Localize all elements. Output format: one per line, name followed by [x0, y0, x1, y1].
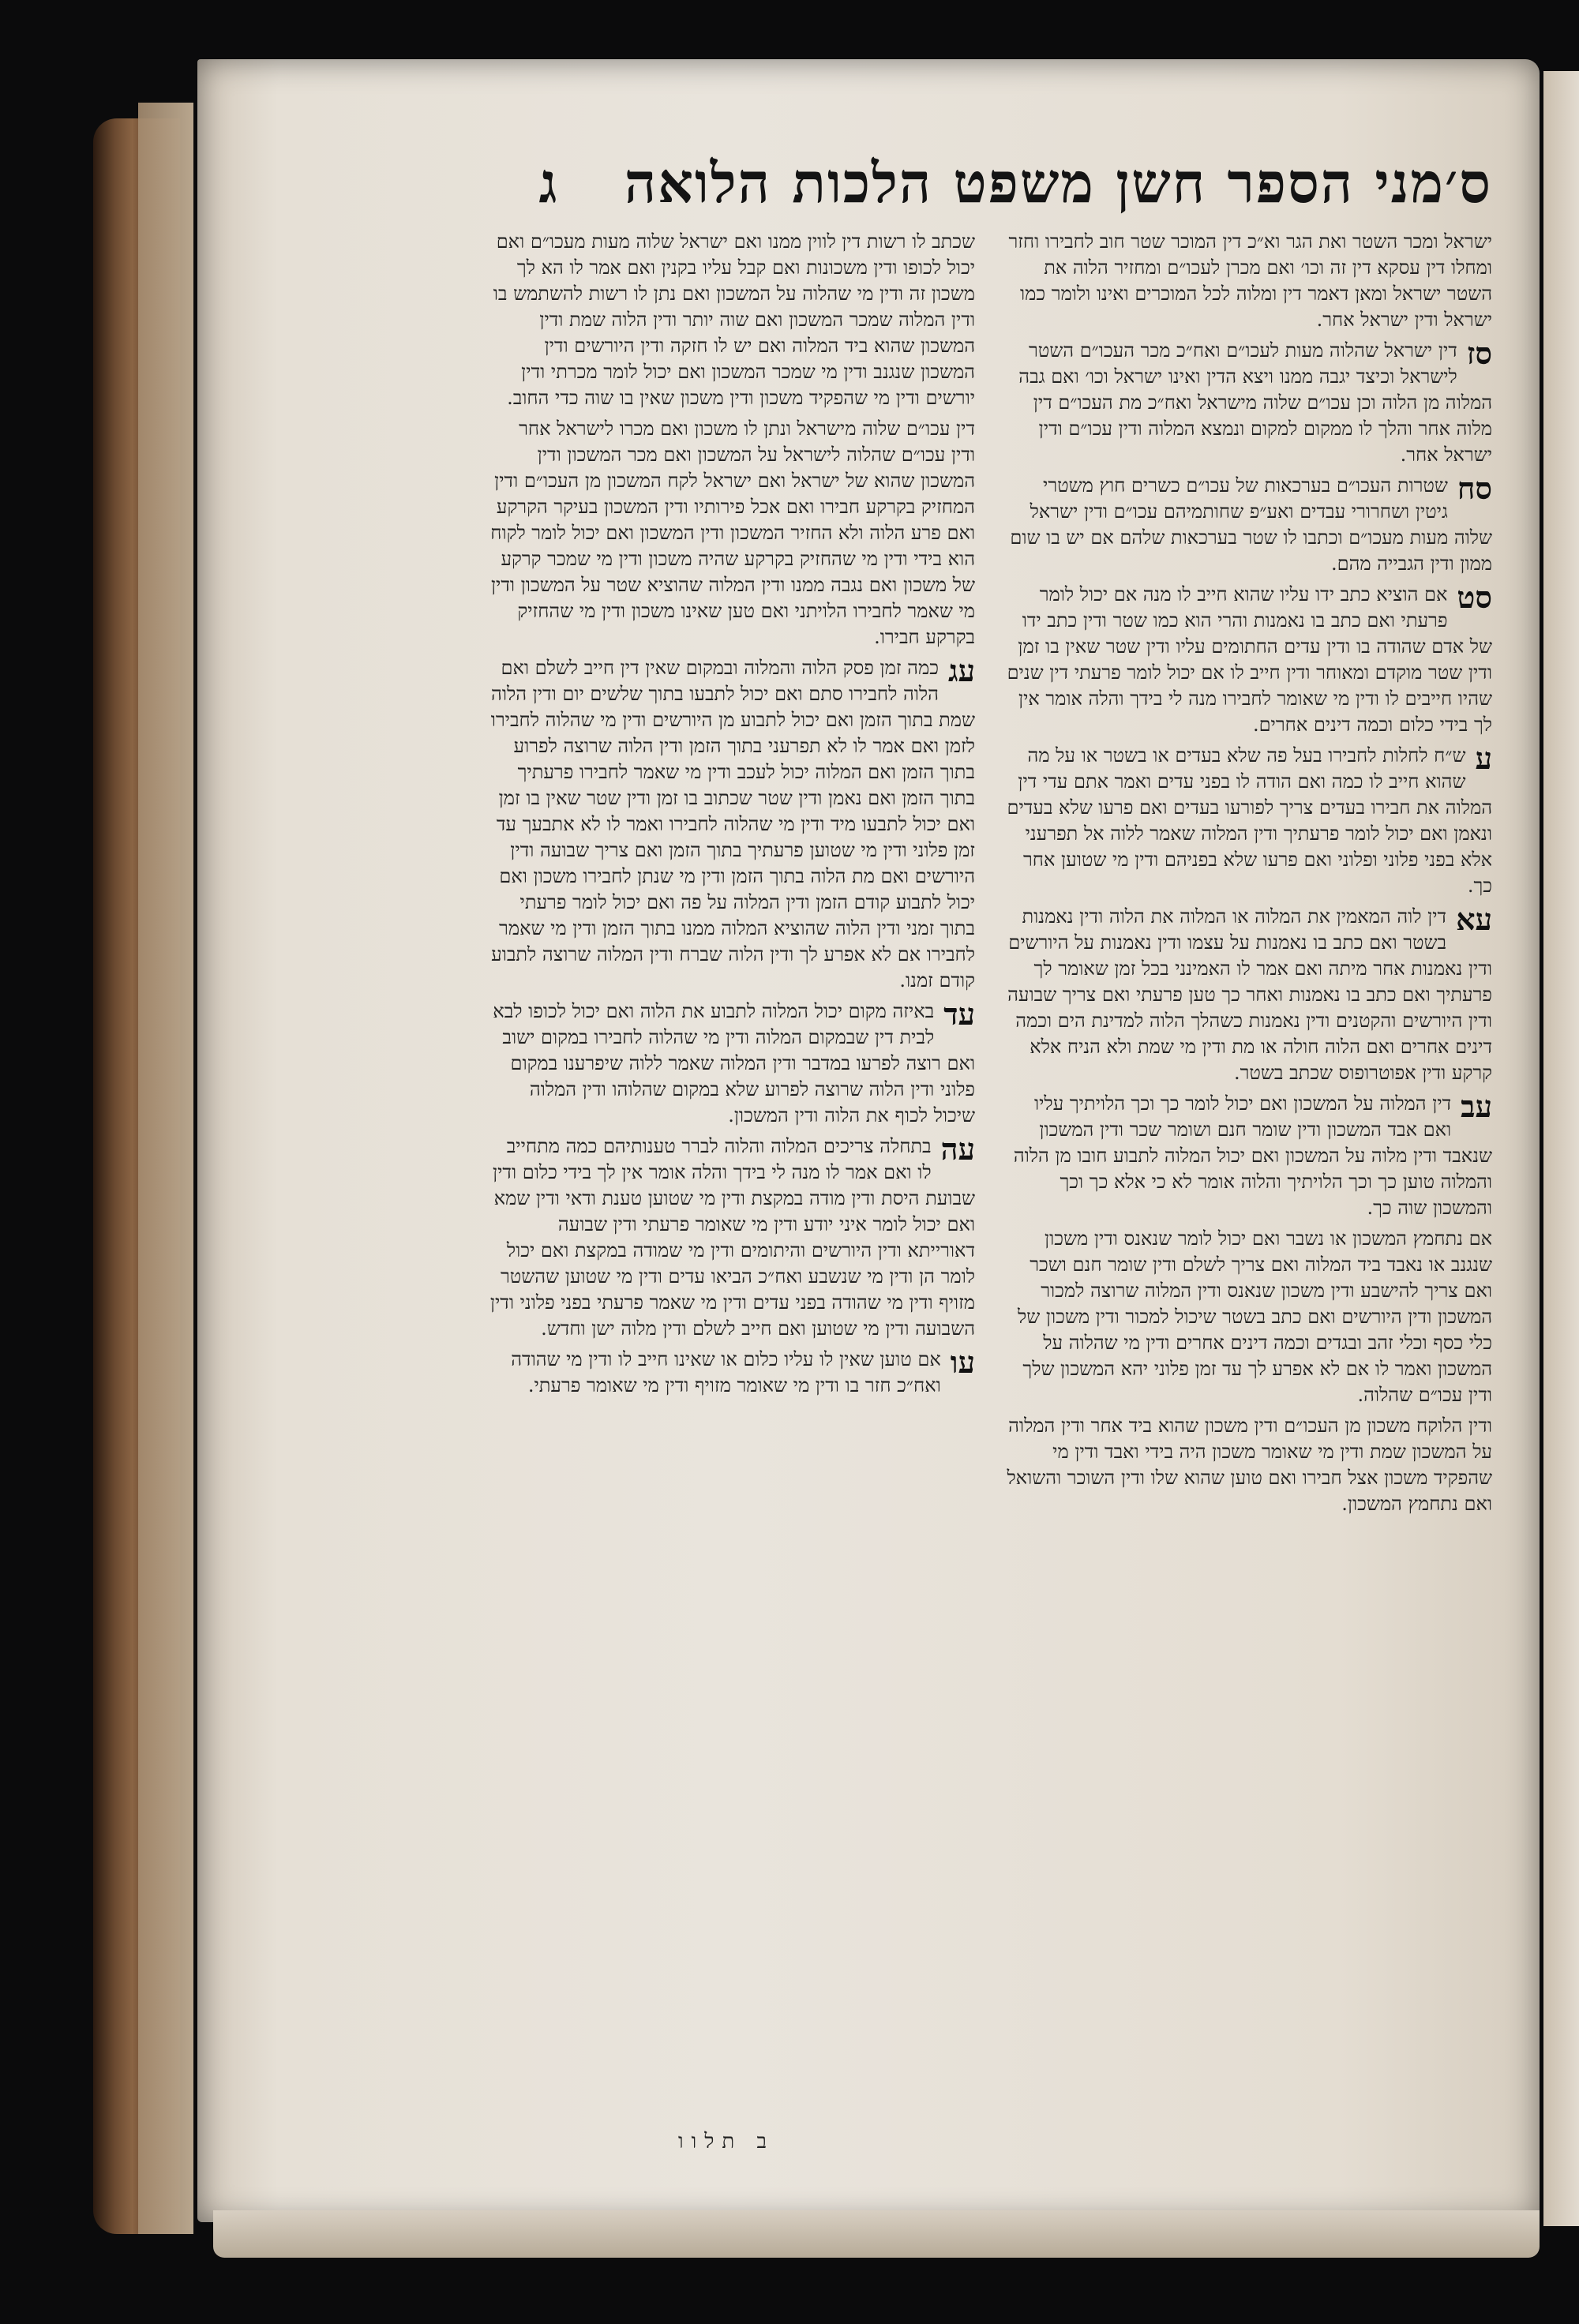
section-text: שכתב לו רשות דין לווין ממנו ואם ישראל שלוה מעות מעכו״ם ואם יכול לכופו ודין משכונות ואם קבל עליו בקנין ואם אמר לו הא לך משכון זה ודין מי שהלוה על המשכון ואם נתן לו רשות להשתמש בו ודין המלוה שמכר המשכון ואם שוה יותר ודין הלוה שמת ודין המשכון שהוא ביד המלוה ואם יש לו חזקה ודין היורשים ודין המשכון שנגנב ודין מי שמכר המשכון ואם יכול לומר מכרתי ודין יורשים ודין מי שהפקיד משכון ודין משכון שאין בו שוה כדי החוב.	[493, 231, 975, 409]
running-header: ס׳מני הספר חשן משפט הלכות הלואה	[624, 150, 1492, 216]
section-marker: סח	[1457, 470, 1492, 506]
section-marker: סז	[1466, 335, 1492, 371]
section-text: דין המלוה על המשכון ואם יכול לומר כך וכך הלויתיך עליו ואם אבד המשכון ודין שומר חנם ושומר שכר ודין המשכון שנאבד ודין מלוה על המשכון ואם יכול המלוה לתבוע חובו מן הלוה והמלוה טוען כך וכך הלויתיך והלוה אומר לא כי אלא כך וכך והמשכון שוה כך.	[1013, 1093, 1492, 1219]
section-marker: עב	[1461, 1089, 1492, 1124]
section-text: כמה זמן פסק הלוה והמלוה ובמקום שאין דין חייב לשלם ואם הלוה לחבירו סתם ואם יכול לתבעו בתוך שלשים יום ודין הלוה שמת בתוך הזמן ואם יכול לתבוע מן היורשים ודין מי שהלוה לחבירו לזמן ואם אמר לו לא תפרעני בתוך הזמן ודין הלוה שרוצה לפרוע בתוך הזמן ואם המלוה יכול לעכב ודין מי שאמר לחבירו פרעתיך בתוך הזמן ואם נאמן ודין שטר שכתוב בו זמן ודין שטר שאין בו זמן ואם יכול לתבעו מיד ודין מי שהלוה לחבירו ואמר לו לא אתבעך עד זמן פלוני ודין מי שטוען פרעתיך בתוך הזמן ואם צריך שבועה ודין היורשים ואם מת הלוה בתוך הזמן ודין מי שנתן לחבירו משכון ואם יכול לתבוע קודם הזמן ודין המלוה על פה ואם יכול לומר פרעתי בתוך זמני ודין הלוה שהוציא המלוה ממנו בתוך הזמן ודין מי שאמר לחבירו אם לא אפרע לך ודין הלוה שברח ודין המלוה שרוצה לתבוע קודם זמנו.	[490, 657, 975, 991]
section-block	[1007, 470, 1492, 577]
section-text: אם טוען שאין לו עליו כלום או שאינו חייב לו ודין מי שהודה ואח״כ חזר בו ודין מי שאומר מזויף ודין מי שאומר פרעתי.	[511, 1348, 941, 1396]
section-text: אם הוציא כתב ידו עליו שהוא חייב לו מנה אם יכול לומר פרעתי ואם כתב בו נאמנות והרי הוא כמו שטר ודין כתב ידו של אדם שהודה בו ודין עדים החתומים עליו ודין שטר שאין בו זמן ודין שטר מוקדם ומאוחר ודין חייב לו אם יכול לומר פרעתי דין שנים שהיו חייבים לו ודין מי שאומר לחבירו מנה לי בידך והלה אומר אין לך בידי כלום וכמה דינים אחרים.	[1007, 583, 1492, 736]
section-block	[489, 229, 975, 411]
signature-mark: ב	[756, 2130, 775, 2153]
section-text: דין לוה המאמין את המלוה או המלוה את הלוה ודין נאמנות בשטר ואם כתב בו נאמנות על עצמו ודין נאמנות על היורשים ודין נאמנות אחר מיתה ואם אמר לו האמינני בכל זמן שאומר לך פרעתיך ואם כתב בו נאמנות ואחר כך טען פרעתי ואם צריך שבועה ודין היורשים והקטנים ודין נאמנות כשהלך הלוה למדינת הים וכמה דינים אחרים ואם הלוה חולה או מת ודין מי שמת ולא הניח אלא קרקע ודין אפוטרופוס שכתב בשטר.	[1007, 905, 1492, 1084]
section-block	[489, 655, 975, 994]
section-block	[1007, 1091, 1492, 1221]
section-text: דין עכו״ם שלוה מישראל ונתן לו משכון ואם מכרו לישראל אחר ודין עכו״ם שהלוה לישראל על המשכון ואם מכר המשכון ודין המשכון שהוא של ישראל ואם ישראל לקח המשכון מן העכו״ם ודין המחזיק בקרקע חבירו ואם אכל פירותיו ודין המשכון בעיקר הקרקע ואם פרע הלוה ולא החזיר המשכון ודין המשכון ואם יכול לומר לקוח הוא בידי ודין מי שהחזיק בקרקע שהיה משכון ודין מי שמכר קרקע של משכון ואם נגבה ממנו ודין המלוה שהוציא שטר על המשכון ודין מי שאמר לחבירו הלויתני ואם טען שאינו משכון ודין מי שהחזיק בקרקע חבירו.	[490, 418, 975, 648]
section-block	[1007, 335, 1492, 468]
left-column	[489, 229, 975, 2163]
section-text: בתחלה צריכים המלוה והלוה לברר טענותיהם כמה מתחייב לו ואם אמר לו מנה לי בידך והלה אומר אין לך בידי כלום ודין שבועת היסת ודין מודה במקצת ודין מי שטוען טענת ודאי ודין שמא ואם יכול לומר איני יודע ודין מי שאומר פרעתי ודין שבועה דאורייתא ודין היורשים והיתומים ודין מי שמודה במקצת ואם יכול לומר הן ודין מי שנשבע ואח״כ הביאו עדים ודין מי שטוען שהשטר מזויף ודין מי שהודה בפני עדים ודין מי שאמר פרעתי בפני פלוני ודין השבועה ודין מי שטוען ואם חייב לשלם ודין מלוה ישן וחדש.	[489, 1135, 975, 1340]
page-edge	[138, 103, 193, 2234]
section-block	[1007, 229, 1492, 333]
page-footer	[505, 2130, 947, 2165]
section-block	[1007, 1413, 1492, 1517]
section-block	[489, 1131, 975, 1342]
section-block	[1007, 740, 1492, 899]
section-block	[1007, 901, 1492, 1086]
right-column	[1007, 229, 1492, 2163]
section-block	[489, 416, 975, 650]
section-block	[1007, 1226, 1492, 1408]
section-marker: עג	[947, 653, 975, 688]
section-text: ש״ח לחלות לחבירו בעל פה שלא בעדים או בשטר או על מה שהוא חייב לו כמה ואם הודה לו בפני עדים ואמר אתם עדי דין המלוה את חבירו בעדים צריך לפורעו בעדים ואם פרעו שלא בעדים ונאמן ואם יכול לומר פרעתיך ודין המלוה שאמר ללוה אל תפרעני אלא בפני פלוני ופלוני ואם פרעו שלא בפניהם ודין מי שטוען אחר כך.	[1007, 744, 1492, 897]
section-text: ישראל ומכר השטר ואת הגר וא״כ דין המוכר שטר חוב לחבירו וחזר ומחלו דין עסקא דין זה וכו׳ ואם מכרן לעכו״ם ומחזיר הלוה את השטר ישראל ומאן דאמר דין ומלוה לכל המוכרים ואינו ולומר כמו ישראל ודין ישראל אחר.	[1008, 231, 1492, 331]
section-text: דין ישראל שהלוה מעות לעכו״ם ואח״כ מכר העכו״ם השטר לישראל וכיצד יגבה ממנו ויצא הדין ואינו ישראל וכו׳ ואם גבה המלוה מן הלוה וכן עכו״ם שלוה מישראל ואח״כ מת העכו״ם דין מלוה אחר והלך לו ממקום למקום ונמצא המלוה ודין עכו״ם ודין ישראל אחר.	[1018, 339, 1492, 466]
next-page-edge	[1543, 71, 1579, 2226]
section-marker: עד	[943, 996, 975, 1032]
section-marker: עו	[950, 1344, 975, 1380]
section-marker: סט	[1457, 579, 1492, 615]
section-text: באיזה מקום יכול המלוה לתבוע את הלוה ואם יכול לכופו לבא לבית דין שבמקום המלוה ודין מי שהלוה לחבירו במקום ישוב ואם רוצה לפרעו במדבר ודין המלוה שאמר ללוה שיפרענו במקום פלוני ודין הלוה שרוצה לפרוע שלא במקום שהלוהו ודין המלוה שיכול לכוף את הלוה ודין המשכון.	[493, 1000, 975, 1126]
catchword: תלוו	[677, 2130, 743, 2153]
page-letter: ג	[538, 150, 559, 216]
section-block	[489, 996, 975, 1129]
section-marker: עא	[1456, 901, 1492, 937]
section-marker: עה	[940, 1131, 975, 1167]
page-stack	[213, 2210, 1540, 2258]
section-text: שטרות העכו״ם בערכאות של עכו״ם כשרים חוץ משטרי גיטין ושחרורי עבדים ואע״פ שחותמיהם עכו״ם ודין ישראל שלוה מעות מעכו״ם וכתבו לו שטר בערכאות שלהם אם יש בו שום ממון ודין הגבייה מהם.	[1010, 474, 1492, 575]
section-block	[1007, 579, 1492, 738]
section-text: אם נתחמץ המשכון או נשבר ואם יכול לומר שנאנס ודין משכון שנגנב או נאבד ביד המלוה ואם צריך לשלם ודין שומר חנם ושכר ואם צריך להישבע ודין משכון שנאנס ודין המלוה שרוצה למכור המשכון ודין היורשים ואם כתב בשטר שיכול למכור ודין משכון של כלי כסף וכלי זהב ובגדים וכמה דינים אחרים ודין מי שהלוה על המשכון ואמר לו אם לא אפרע לך עד זמן פלוני יהא המשכון שלך ודין עכו״ם שהלוה.	[1018, 1228, 1492, 1406]
section-marker: ע	[1475, 740, 1492, 776]
section-block	[489, 1344, 975, 1399]
section-text: ודין הלוקח משכון מן העכו״ם ודין משכון שהוא ביד אחר ודין המלוה על המשכון שמת ודין מי שאומר משכון היה בידי ואבד ודין מי שהפקיד משכון אצל חבירו ואם טוען שהוא שלו ודין השוכר והשואל ואם נתחמץ המשכון.	[1007, 1415, 1492, 1515]
